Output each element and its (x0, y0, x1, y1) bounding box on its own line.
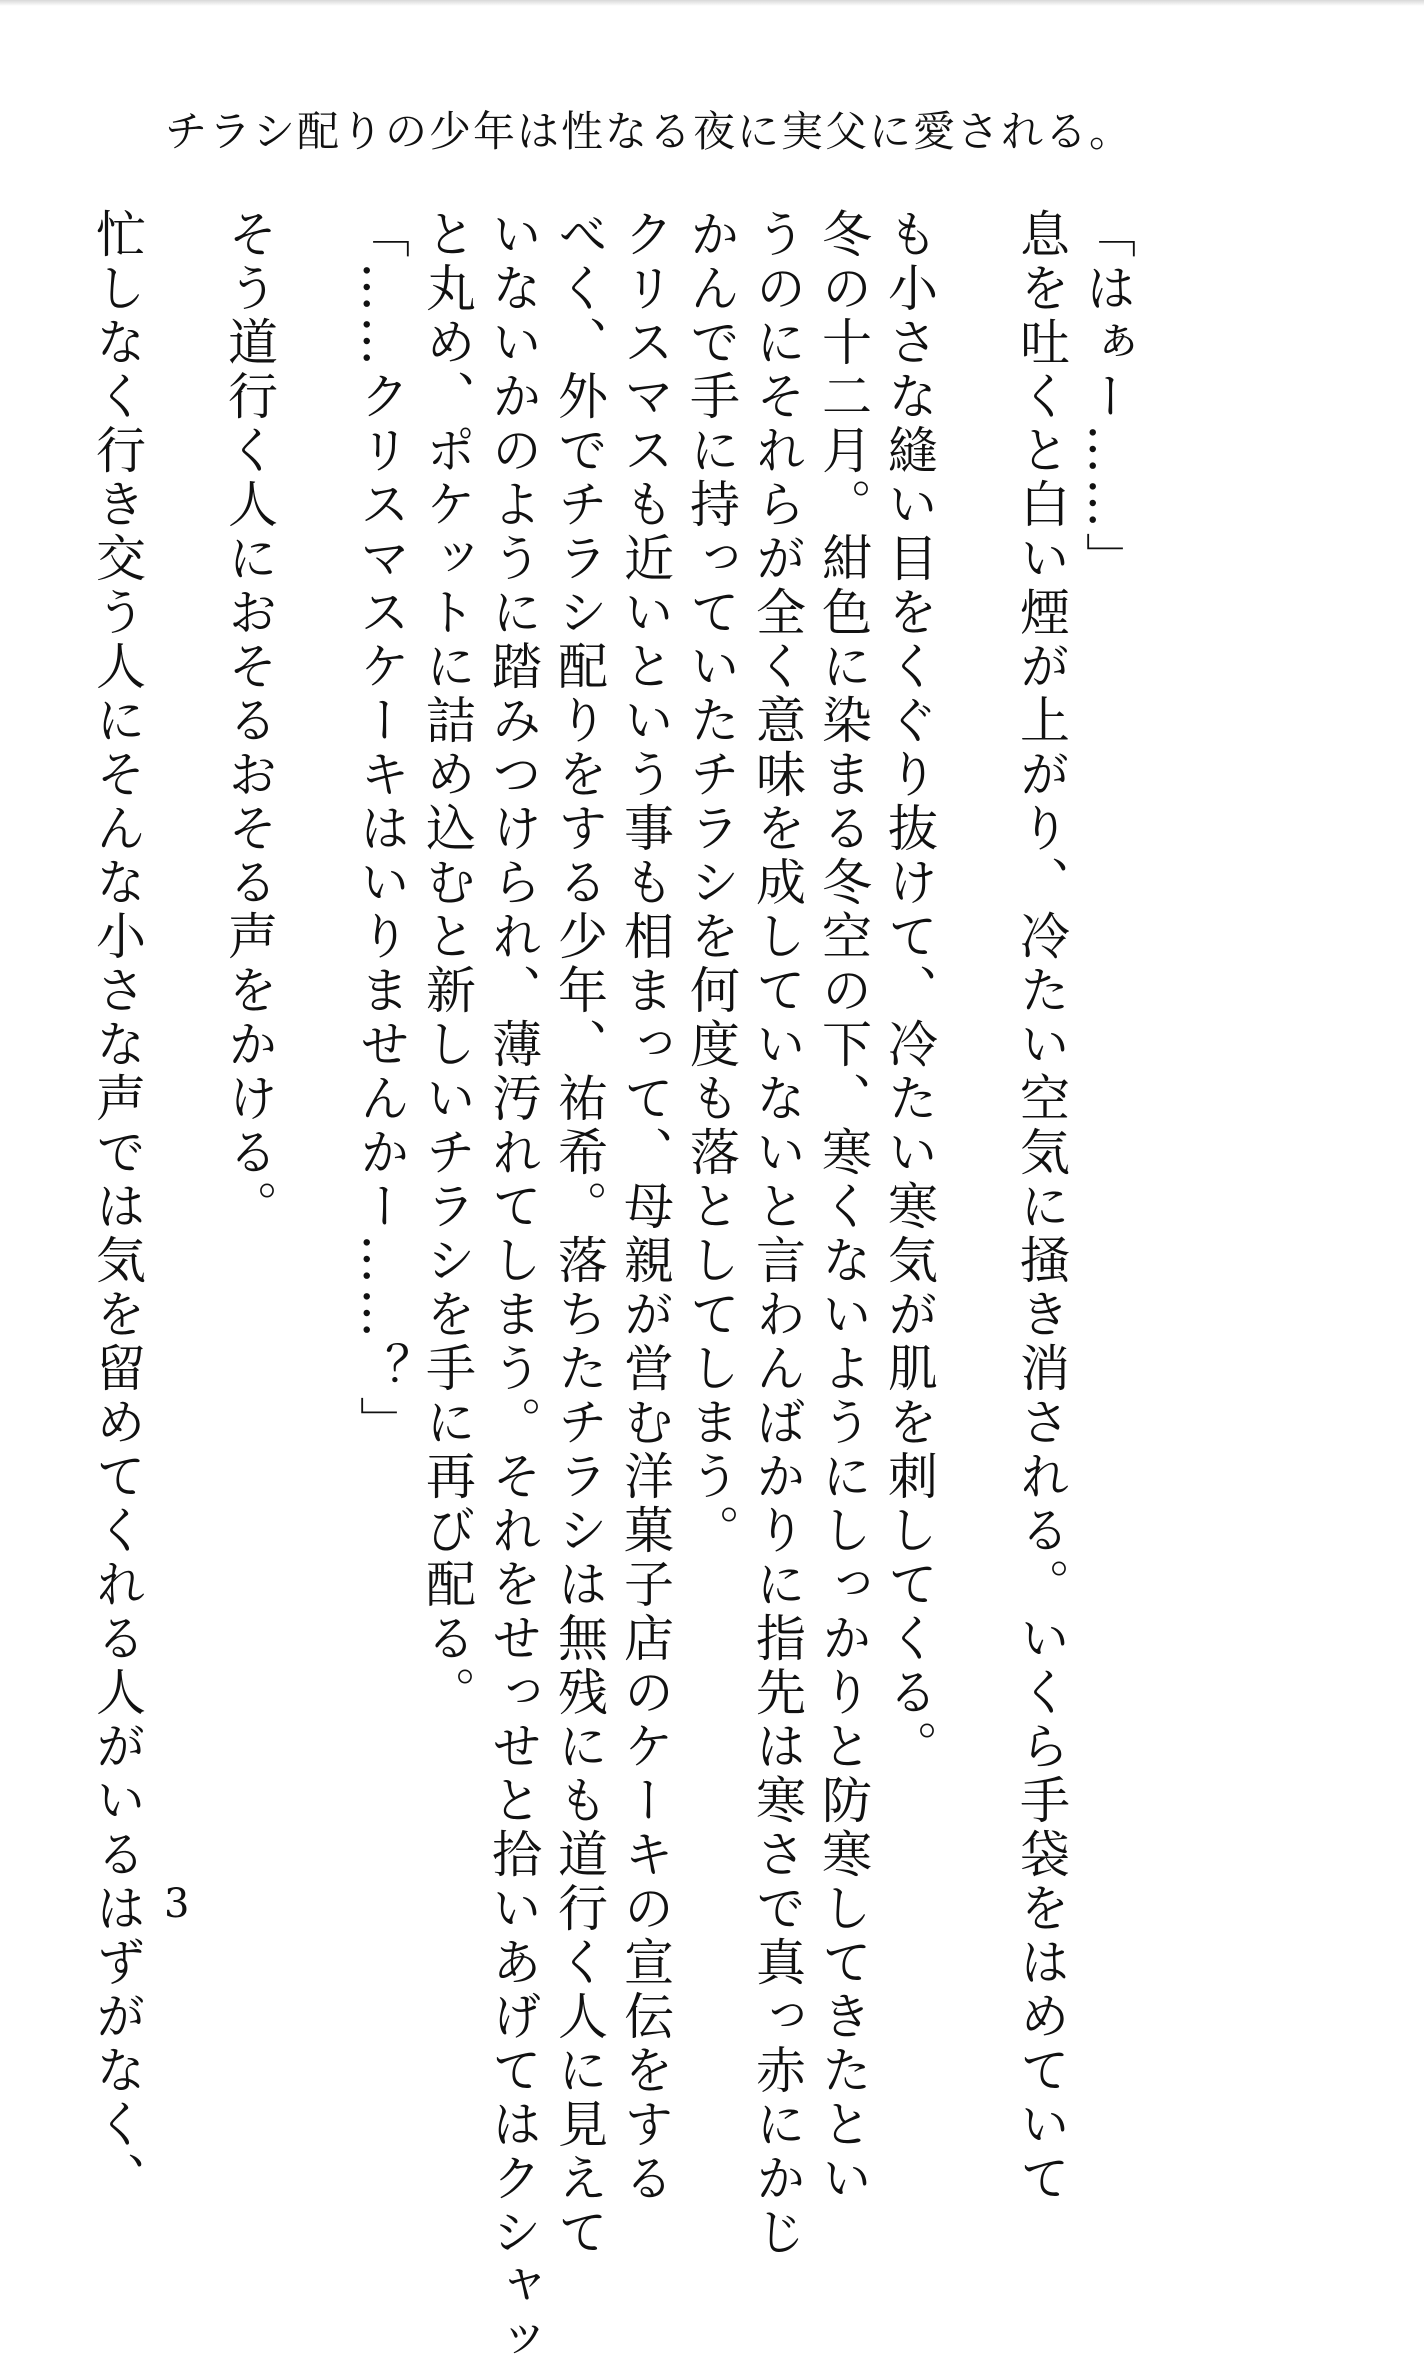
text-line: うのにそれらが全く意味を成していないと言わんばかりに指先は寒さで真っ赤にかじ (748, 208, 806, 2260)
text-line: 忙しなく行き交う人にそんな小さな声では気を留めてくれる人がいるはずがなく、 (88, 208, 146, 2206)
text-line: も小さな縫い目をくぐり抜けて、冷たい寒気が肌を刺してくる。 (880, 208, 938, 1774)
text-line: クリスマスも近いという事も相まって、母親が営む洋菓子店のケーキの宣伝をする (616, 208, 674, 2206)
running-head: チラシ配りの少年は性なる夜に実父に愛される。 (165, 107, 1134, 156)
text-line: そう道行く人におそるおそる声をかける。 (220, 208, 278, 1234)
text-line: 息を吐くと白い煙が上がり、冷たい空気に掻き消される。いくら手袋をはめていて (1012, 208, 1070, 2206)
text-line: かんで手に持っていたチラシを何度も落としてしまう。 (682, 208, 740, 1558)
page-top-edge (0, 0, 1424, 6)
text-line: と丸め、ポケットに詰め込むと新しいチラシを手に再び配る。 (418, 208, 476, 1720)
dialogue-line: 「はぁー……」 (1078, 208, 1136, 586)
body-text (88, 208, 1140, 2368)
page-number: 3 (164, 1881, 190, 1927)
dialogue-line: 「……クリスマスケーキはいりませんかー……？」 (352, 208, 410, 1450)
text-line: 冬の十二月。紺色に染まる冬空の下、寒くないようにしっかりと防寒してきたとい (814, 208, 872, 2206)
text-line: いないかのように踏みつけられ、薄汚れてしまう。それをせっせと拾いあげてはクシャッ (484, 208, 542, 2368)
text-line: べく、外でチラシ配りをする少年、祐希。落ちたチラシは無残にも道行く人に見えて (550, 208, 608, 2260)
